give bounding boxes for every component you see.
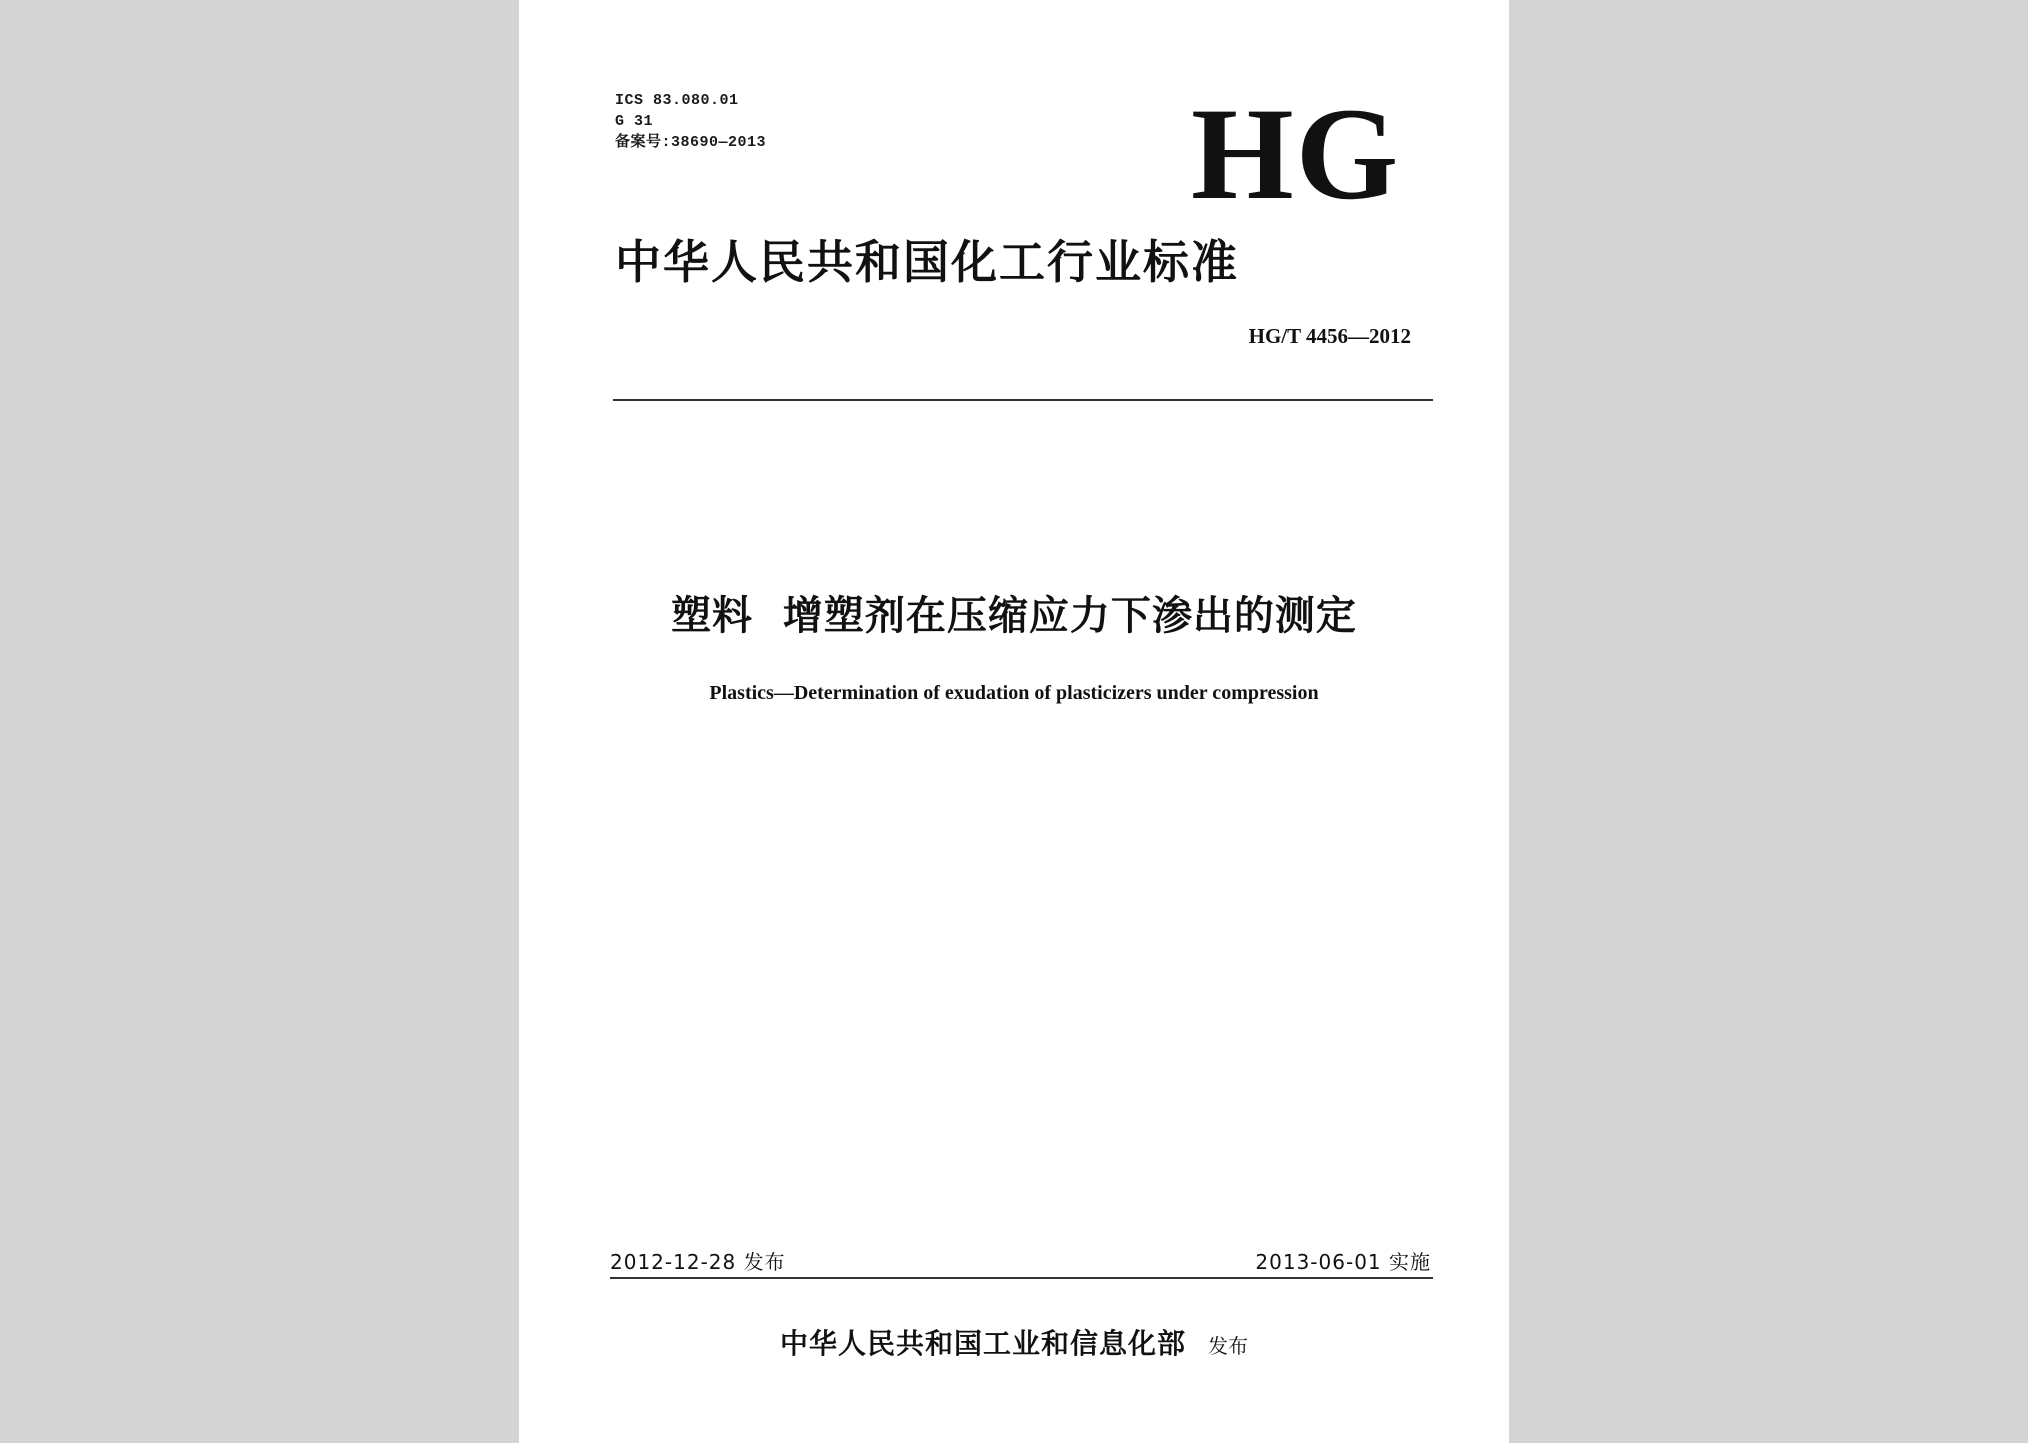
bottom-divider (610, 1277, 1433, 1279)
publish-label: 发布 (1208, 1334, 1248, 1358)
document-page (519, 0, 1509, 1443)
hg-logo: HG (1191, 80, 1401, 227)
issue-date: 2012-12-28 发布 (610, 1250, 786, 1274)
ics-code: ICS 83.080.01 (615, 92, 739, 109)
top-divider (613, 399, 1433, 401)
chinese-document-title: 塑料 增塑剂在压缩应力下渗出的测定 (671, 593, 1357, 639)
english-document-title: Plastics—Determination of exudation of plasticizers under compression (709, 682, 1319, 704)
publisher-line (519, 1322, 1509, 1362)
standard-category-title: 中华人民共和国化工行业标准 (615, 235, 1239, 289)
classification-block (615, 90, 766, 153)
record-number: 备案号:38690—2013 (615, 134, 767, 151)
ccs-code: G 31 (615, 113, 654, 130)
standard-code: HG/T 4456—2012 (1248, 324, 1411, 348)
implementation-date: 2013-06-01 实施 (1255, 1250, 1431, 1274)
publisher-name: 中华人民共和国工业和信息化部 (779, 1327, 1186, 1360)
